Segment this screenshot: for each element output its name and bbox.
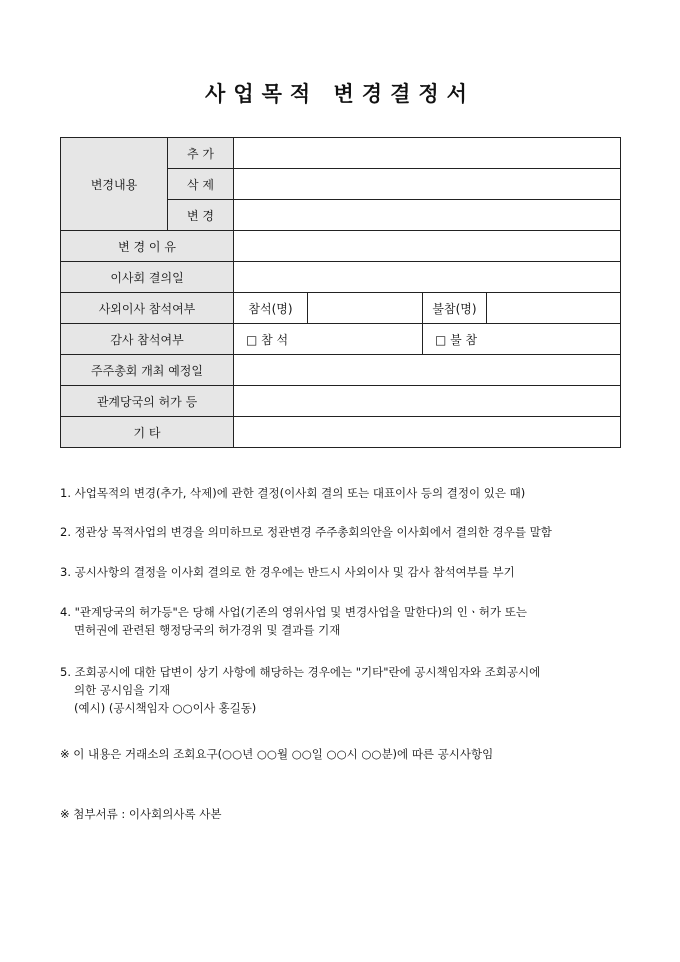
note-5 [60,663,630,717]
reason-label: 변 경 이 유 [61,231,234,262]
board-date-label: 이사회 결의일 [61,262,234,293]
add-value-cell[interactable] [234,138,621,169]
reason-value-cell[interactable] [234,231,621,262]
shareholders-meeting-label: 주주총회 개최 예정일 [61,355,234,386]
note-5-line-1: 5. 조회공시에 대한 답변이 상기 사항에 해당하는 경우에는 "기타"란에 공시책임자와 조회공시에 [60,665,541,679]
attend-count-cell[interactable] [308,293,423,324]
etc-value-cell[interactable] [234,417,621,448]
note-exchange-inquiry: ※ 이 내용은 거래소의 조회요구(○○년 ○○월 ○○일 ○○시 ○○분)에 따른 공시사항임 [60,747,494,761]
attend-count-label: 참석(명) [234,293,308,324]
note-attachment: ※ 첨부서류 : 이사회의사록 사본 [60,807,222,821]
note-4-line-1: 4. "관계당국의 허가등"은 당해 사업(기존의 영위사업 및 변경사업을 말한다)의 인ㆍ허가 또는 [60,605,527,619]
etc-label: 기 타 [61,417,234,448]
modify-label: 변 경 [168,200,234,231]
note-5-line-2: 의한 공시임을 기재 [74,683,171,697]
authority-value-cell[interactable] [234,386,621,417]
note-3: 3. 공시사항의 결정을 이사회 결의로 한 경우에는 반드시 사외이사 및 감사 참석여부를 부기 [60,565,515,579]
shareholders-meeting-value-cell[interactable] [234,355,621,386]
change-content-label: 변경내용 [61,138,168,231]
auditor-attend-checkbox[interactable]: □ 참 석 [234,324,423,355]
add-label: 추 가 [168,138,234,169]
note-1: 1. 사업목적의 변경(추가, 삭제)에 관한 결정(이사회 결의 또는 대표이사 등의 결정이 있은 때) [60,486,526,500]
auditor-absent-checkbox[interactable]: □ 불 참 [423,324,621,355]
note-4-line-2: 면허권에 관련된 행정당국의 허가경위 및 결과를 기재 [74,623,341,637]
page-title: 사업목적 변경결정서 [205,81,475,106]
change-decision-form [60,137,621,448]
modify-value-cell[interactable] [234,200,621,231]
absent-count-label: 불참(명) [423,293,487,324]
outside-director-label: 사외이사 참석여부 [61,293,234,324]
auditor-label: 감사 참석여부 [61,324,234,355]
authority-label: 관계당국의 허가 등 [61,386,234,417]
delete-label: 삭 제 [168,169,234,200]
note-4 [60,603,630,639]
absent-count-cell[interactable] [487,293,621,324]
note-2: 2. 정관상 목적사업의 변경을 의미하므로 정관변경 주주총회의안을 이사회에서 결의한 경우를 말함 [60,525,552,539]
board-date-value-cell[interactable] [234,262,621,293]
note-5-example: (예시) (공시책임자 ○○이사 홍길동) [74,701,257,715]
delete-value-cell[interactable] [234,169,621,200]
